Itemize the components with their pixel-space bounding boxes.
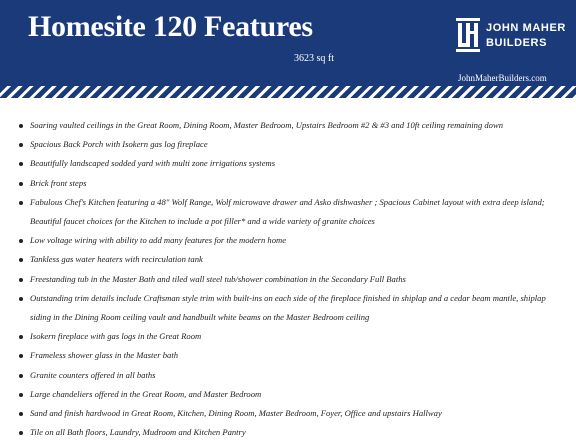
bullet-icon: [19, 239, 23, 243]
feature-text: Granite counters offered in all baths: [30, 369, 156, 380]
square-footage: 3623 sq ft: [294, 53, 334, 64]
bullet-icon: [19, 182, 23, 186]
feature-text: Tankless gas water heaters with recirculation tank: [30, 254, 203, 265]
bullet-icon: [19, 258, 23, 262]
page-header: [0, 0, 576, 86]
bullet-icon: [19, 201, 23, 205]
feature-item: [30, 193, 550, 231]
bullet-icon: [19, 297, 23, 301]
feature-text: Large chandeliers offered in the Great Room, and Master Bedroom: [30, 388, 262, 399]
logo-text-line2: BUILDERS: [486, 37, 548, 49]
feature-text: Fabulous Chef's Kitchen featuring a 48" Wolf Range, Wolf microwave drawer and Asko dishwasher ; Spacious Cabinet layout with extra deep island; Beautiful faucet choices for the Kitchen to include a pot filler* and a wide variety of granite choices: [30, 196, 545, 227]
bullet-icon: [19, 335, 23, 339]
website-link[interactable]: JohnMaherBuilders.com: [458, 73, 547, 83]
feature-list: [30, 116, 550, 442]
bullet-icon: [19, 143, 23, 147]
feature-item: [30, 366, 550, 385]
feature-text: Outstanding trim details include Craftsman style trim with built-ins on each side of the fireplace finished in shiplap and a cedar beam mantle, shiplap siding in the Dining Room ceiling vault and handbuilt white beams on the Master Bedroom ceiling: [30, 292, 546, 323]
bullet-icon: [19, 124, 23, 128]
bullet-icon: [19, 412, 23, 416]
feature-text: Tile on all Bath floors, Laundry, Mudroom and Kitchen Pantry: [30, 427, 246, 438]
feature-item: [30, 174, 550, 193]
feature-text: Freestanding tub in the Master Bath and tiled wall steel tub/shower combination in the Secondary Full Baths: [30, 273, 406, 284]
feature-item: [30, 404, 550, 423]
feature-item: [30, 346, 550, 365]
feature-item: [30, 231, 550, 250]
jmb-logo-icon: [454, 17, 482, 53]
feature-item: [30, 327, 550, 346]
bullet-icon: [19, 393, 23, 397]
logo-text-line1: JOHN MAHER: [486, 22, 566, 34]
page-title: Homesite 120 Features: [28, 10, 313, 43]
feature-text: Low voltage wiring with ability to add many features for the modern home: [30, 235, 287, 246]
bullet-icon: [19, 374, 23, 378]
feature-item: [30, 423, 550, 442]
feature-text: Sand and finish hardwood in Great Room, Kitchen, Dining Room, Master Bedroom, Foyer, Office and upstairs Hallway: [30, 408, 442, 419]
feature-item: [30, 135, 550, 154]
feature-item: [30, 154, 550, 173]
feature-text: Soaring vaulted ceilings in the Great Room, Dining Room, Master Bedroom, Upstairs Bedroom #2 & #3 and 10ft ceiling remaining down: [30, 120, 504, 130]
bullet-icon: [19, 162, 23, 166]
bullet-icon: [19, 354, 23, 358]
feature-text: Isokern fireplace with gas logs in the Great Room: [30, 331, 202, 342]
bullet-icon: [19, 278, 23, 282]
feature-item: [30, 250, 550, 269]
feature-text: Brick front steps: [30, 177, 87, 188]
feature-text: Beautifully landscaped sodded yard with multi zone irrigations systems: [30, 158, 276, 169]
feature-text: Spacious Back Porch with Isokern gas log fireplace: [30, 139, 208, 150]
feature-item: [30, 385, 550, 404]
feature-item: [30, 116, 550, 135]
feature-item: [30, 270, 550, 289]
feature-item: [30, 289, 550, 327]
feature-text: Frameless shower glass in the Master bath: [30, 350, 178, 361]
company-logo: [454, 17, 564, 53]
decorative-stripe-divider: [0, 86, 576, 98]
